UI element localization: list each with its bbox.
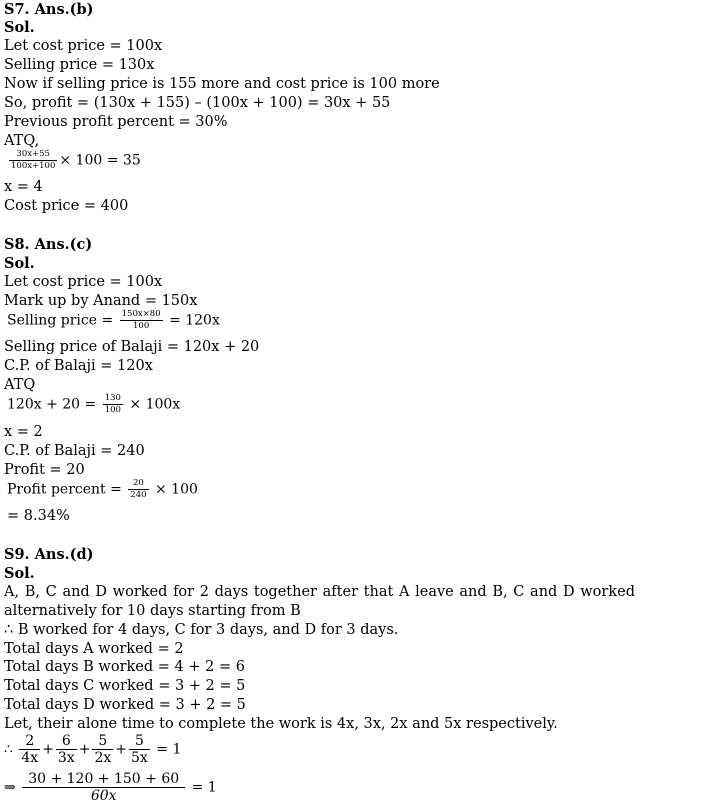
s7-line: Cost price = 400 bbox=[4, 198, 129, 214]
s9-fraction-numerator: 5 bbox=[129, 733, 150, 750]
s9-fraction-numerator: 2 bbox=[19, 733, 40, 750]
s8-result: = 8.34% bbox=[7, 508, 70, 524]
s8-sp-lhs: Selling price = bbox=[7, 312, 114, 329]
s9-line: Total days C worked = 3 + 2 = 5 bbox=[4, 678, 246, 694]
s8-eq-fraction bbox=[103, 393, 123, 416]
s9-combined-equation bbox=[4, 771, 217, 804]
s9-fraction-numerator: 6 bbox=[56, 733, 77, 750]
s8-sp-rhs: = 120x bbox=[169, 312, 220, 329]
s9-line: ∴ B worked for 4 days, C for 3 days, and D for 3 days. bbox=[4, 622, 399, 638]
s7-line: Previous profit percent = 30% bbox=[4, 114, 228, 130]
s7-fraction-numerator: 30x+55 bbox=[9, 149, 57, 161]
plus-sign: + bbox=[42, 741, 54, 758]
s9-eq1-rhs: = 1 bbox=[156, 741, 182, 758]
s9-combined-denominator: 60x bbox=[90, 788, 117, 804]
s7-fraction bbox=[9, 149, 57, 172]
s8-pp-fraction bbox=[128, 478, 148, 501]
s9-fraction bbox=[92, 733, 113, 766]
s9-paragraph-line: A, B, C and D worked for 2 days together after that A leave and B, C and D worked bbox=[4, 584, 635, 600]
s7-line: x = 4 bbox=[4, 179, 43, 195]
s8-line: Profit = 20 bbox=[4, 462, 85, 478]
s7-line: Selling price = 130x bbox=[4, 57, 155, 73]
s8-line: C.P. of Balaji = 240 bbox=[4, 443, 145, 459]
s9-line: Total days B worked = 4 + 2 = 6 bbox=[4, 659, 245, 675]
implies-symbol: ⇒ bbox=[4, 779, 16, 796]
s7-line: So, profit = (130x + 155) – (100x + 100) = 30x + 55 bbox=[4, 95, 391, 111]
s9-combined-numerator: 30 + 120 + 150 + 60 bbox=[22, 771, 185, 788]
s8-line: Selling price of Balaji = 120x + 20 bbox=[4, 339, 260, 355]
s8-pp-lhs: Profit percent = bbox=[7, 481, 122, 498]
s8-line: ATQ bbox=[4, 377, 36, 393]
s9-fraction-sum-equation bbox=[4, 733, 181, 766]
s9-fraction-denominator: 5x bbox=[131, 750, 148, 766]
s9-line: Total days D worked = 3 + 2 = 5 bbox=[4, 697, 246, 713]
s7-fraction-denominator: 100x+100 bbox=[11, 161, 56, 171]
plus-sign: + bbox=[115, 741, 128, 758]
s8-eq-rhs: × 100x bbox=[129, 396, 181, 413]
s8-line: C.P. of Balaji = 120x bbox=[4, 358, 153, 374]
s9-eq2-rhs: = 1 bbox=[191, 779, 217, 796]
s7-line: Now if selling price is 155 more and cost price is 100 more bbox=[4, 76, 440, 92]
s8-heading: S8. Ans.(c) bbox=[4, 236, 93, 253]
s8-profit-percent-equation bbox=[7, 478, 198, 501]
plus-sign: + bbox=[78, 741, 91, 758]
s8-eq-numerator: 130 bbox=[104, 393, 121, 403]
s9-line: Total days A worked = 2 bbox=[4, 641, 184, 657]
s9-fraction bbox=[56, 733, 77, 766]
s9-fraction-numerator: 5 bbox=[92, 733, 113, 750]
s9-fraction bbox=[19, 733, 40, 766]
s8-sp-fraction bbox=[120, 309, 163, 332]
s7-line: ATQ, bbox=[4, 133, 40, 149]
s8-pp-rhs: × 100 bbox=[154, 481, 198, 498]
s7-equation bbox=[7, 149, 141, 172]
s8-line: Mark up by Anand = 150x bbox=[4, 293, 198, 309]
therefore-symbol: ∴ bbox=[4, 741, 13, 758]
s9-paragraph-line: alternatively for 10 days starting from B bbox=[4, 603, 301, 619]
s8-sp-numerator: 150x×80 bbox=[121, 309, 161, 319]
s8-atq-equation bbox=[7, 393, 180, 416]
s7-heading: S7. Ans.(b) bbox=[4, 1, 94, 18]
s9-combined-fraction bbox=[22, 771, 185, 804]
s7-line: Let cost price = 100x bbox=[4, 38, 163, 54]
s8-sp-denominator: 100 bbox=[133, 321, 150, 331]
s8-selling-price-equation bbox=[7, 309, 220, 332]
s9-fraction-denominator: 4x bbox=[21, 750, 39, 766]
s8-sol-label: Sol. bbox=[4, 255, 35, 272]
s8-line: x = 2 bbox=[4, 424, 43, 440]
s9-heading: S9. Ans.(d) bbox=[4, 546, 94, 563]
s9-fraction-denominator: 3x bbox=[57, 750, 75, 766]
s9-line: Let, their alone time to complete the work is 4x, 3x, 2x and 5x respectively. bbox=[4, 716, 558, 732]
s7-sol-label: Sol. bbox=[4, 19, 35, 36]
s8-eq-denominator: 100 bbox=[104, 405, 121, 415]
s9-fraction bbox=[129, 733, 150, 766]
s8-pp-numerator: 20 bbox=[128, 478, 148, 490]
s8-pp-denominator: 240 bbox=[130, 490, 147, 500]
s7-equation-rest: × 100 = 35 bbox=[59, 152, 141, 169]
s9-fraction-denominator: 2x bbox=[94, 750, 112, 766]
s8-line: Let cost price = 100x bbox=[4, 274, 163, 290]
s9-sol-label: Sol. bbox=[4, 565, 35, 582]
s8-eq-lhs: 120x + 20 = bbox=[7, 396, 97, 413]
